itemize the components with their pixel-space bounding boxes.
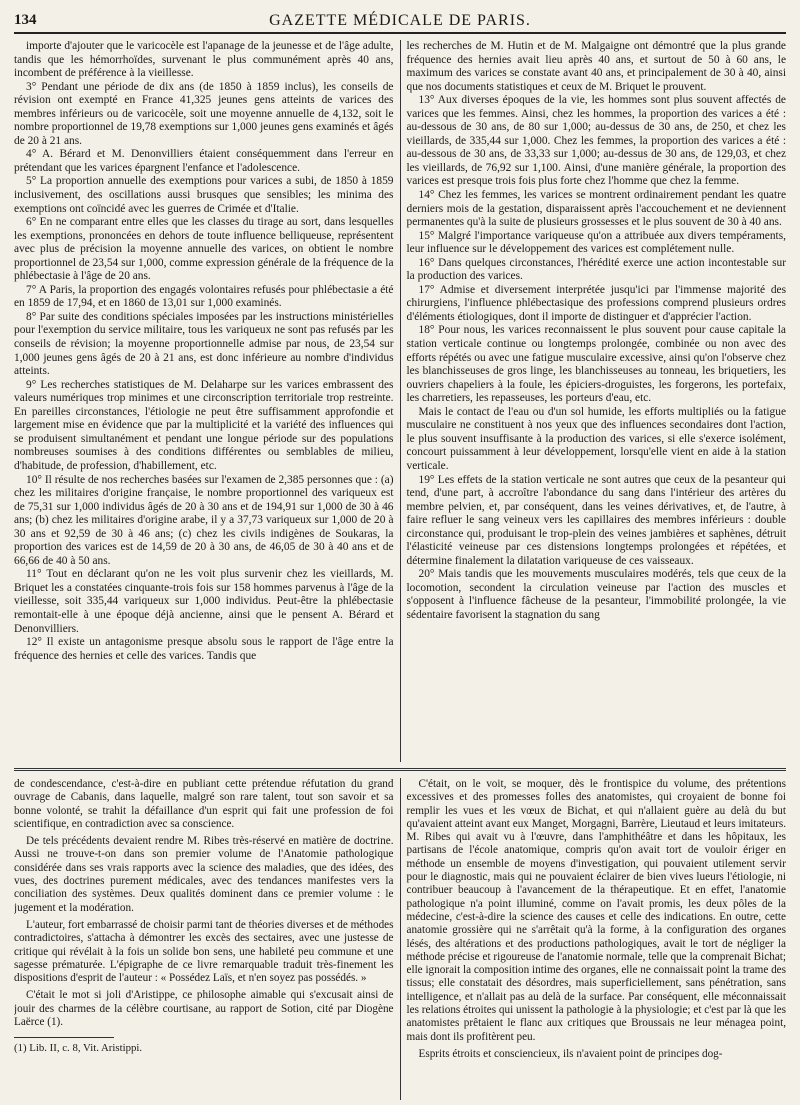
feuilleton-section <box>14 778 786 1100</box>
paragraph: C'était, on le voit, se moquer, dès le frontispice du volume, des prétentions excessives et des promesses folles des anatomistes, qui croyaient de bonne foi remplir les vues et les vœux de Bichat, et qui n'allaient guère au delà du but qu'avaient atteint avant eux Manget, Morgagni, Barrère, Lieutaud et leurs imitateurs. M. Ribes qui avait vu à l'œuvre, dans l'amphithéâtre et dans les hôpitaux, les partisans de l'école anatomique, compris qu'on avait tort de vouloir ériger en méthode un ensemble de moyens d'investigation, qui pouvaient utilement servir pour le diagnostic, mais qui ne pouvaient éclairer de bien vives lueurs l'étiologie, ni contribuer beaucoup à l'avancement de la thérapeutique. Et en effet, l'anatomie pathologique n'a point illuminé, comme on l'avait promis, les deux pôles de la médecine, c'est-à-dire la science des causes et celle des indications. En outre, cette anatomie grossière qui ne s'arrêtait qu'à la forme, à la configuration des organes lésés, des altérations et des productions pathologiques, avait le tort de négliger la méthode précise et rigoureuse de l'anatomie normale, telle que la comprenait Bichat; elle ignorait la composition intime des organes, elle ne connaissait point la trame des tissus; elle constatait des désordres, mais superficiellement, sans pénétration, sans intelligence, et n'allait pas au delà de la surface. Par conséquent, elle méconnaissait les relations étroites qui unissent la pathologie à la physiologie; et c'est par là que les anatomistes prêtaient le flanc aux critiques que Broussais ne leur ménagea point, mais dont ils profitèrent peu. <box>406 778 786 1043</box>
paragraph: de condescendance, c'est-à-dire en publiant cette prétendue réfutation du grand ouvrage de Cabanis, dans laquelle, malgré son rare talent, tout son savoir et sa bonne volonté, se trahit la défaillance d'un esprit qui fait une profession de foi scientifique, en contradiction avec sa conscience. <box>14 778 394 830</box>
paragraph: 20° Mais tandis que les mouvements musculaires modérés, tels que ceux de la locomotion, secondent la circulation veineuse par l'action des muscles et s'opposent à l'influence fâcheuse de la pesanteur, l'immobilité prolongée, la vie sédentaire favorisent la stagnation du sang <box>406 568 786 621</box>
paragraph: 9° Les recherches statistiques de M. Delaharpe sur les varices embrassent des valeurs numériques trop minimes et une circonscription territoriale trop restreinte. En pareilles circonstances, l'étiologie ne peut être suffisamment approfondie et largement mise en évidence que par la multiplicité et la variété des influences qui se produisent simultanément et pendant une longue période sur des populations nombreuses soumises à des conditions différentes ou semblables de milieu, d'habitude, de profession, d'habillement, etc. <box>14 378 394 472</box>
upper-right-column <box>400 40 787 762</box>
paragraph: 8° Par suite des conditions spéciales imposées par les instructions ministérielles pour l'exemption du service militaire, tous les variqueux ne sont pas refusés par les conseils de révision; la moyenne proportionnelle admise par nous, de 23,54 sur 1,000 jeunes gens âgés de 20 à 21 ans, est donc inférieure au nombre d'individus atteints. <box>14 310 394 378</box>
paragraph: importe d'ajouter que le varicocèle est l'apanage de la jeunesse et de l'âge adulte, tandis que les hémorrhoïdes, survenant le plus communément après 40 ans, incombent de préférence à la vieillesse. <box>14 40 394 80</box>
journal-title: GAZETTE MÉDICALE DE PARIS. <box>269 12 531 29</box>
paragraph: 17° Admise et diversement interprétée jusqu'ici par l'immense majorité des chirurgiens, l'influence phlébectasique des professions comprend plusieurs ordres d'éléments étiologiques, dont il importe de distinguer et d'apprécier l'action. <box>406 283 786 323</box>
upper-left-column <box>14 40 400 762</box>
lower-right-column <box>400 778 787 1100</box>
paragraph: 16° Dans quelques circonstances, l'hérédité exerce une action incontestable sur la production des varices. <box>406 256 786 283</box>
page-number: 134 <box>14 12 37 28</box>
paragraph: De tels précédents devaient rendre M. Ribes très-réservé en matière de doctrine. Aussi ne trouve-t-on dans son premier volume de l'Anatomie pathologique considérée dans ses vrais rapports avec la science des maladies, que des idées, des vues, des doctrines purement médicales, avec des tendances manifestes vers la conciliation des systèmes. Deux qualités dominent dans ce premier volume : le jugement et la modération. <box>14 835 394 914</box>
paragraph: 5° La proportion annuelle des exemptions pour varices a subi, de 1850 à 1859 inclusivement, des oscillations aussi brusques que sensibles; les minima des exemptions ont coïncidé avec les guerres de Crimée et d'Italie. <box>14 175 394 215</box>
paragraph: C'était le mot si joli d'Aristippe, ce philosophe aimable qui s'excusait ainsi de jouir des charmes de la célèbre courtisane, au rapport de Sotion, cité par Diogène Laërce (1). <box>14 989 394 1029</box>
footnote-rule <box>14 1037 114 1038</box>
paragraph: les recherches de M. Hutin et de M. Malgaigne ont démontré que la plus grande fréquence des hernies avait lieu après 40 ans, et surtout de 50 à 60 ans, le maximum des varices se constate avant 40 ans, et principalement de 30 à 40, ainsi que nos documents statistiques et ceux de M. Briquet le prouvent. <box>406 40 786 93</box>
running-header <box>14 10 786 34</box>
paragraph: 19° Les effets de la station verticale ne sont autres que ceux de la pesanteur qui tend, d'une part, à accroître l'abondance du sang dans l'intérieur des artères du membre pelvien, et, par conséquent, dans les veines dérivatives, et, de l'autre, à faire refluer le sang veineux vers les capillaires des membres inférieurs : double circonstance qui, produisant le trop-plein des veines jambières et saphènes, détruit l'élasticité veineuse par ces distensions longtemps prolongées et répétées, et détermine finalement la dilatation variqueuse de ces vaisseaux. <box>406 473 786 567</box>
paragraph: 11° Tout en déclarant qu'on ne les voit plus survenir chez les vieillards, M. Briquet les a constatées cinquante-trois fois sur 158 hommes parvenus à l'âge de la vieillesse, soit 335,44 variqueux sur 1,000 individus. Peut-être la phlébectasie remontait-elle à une époque déjà ancienne, ainsi que le pensent A. Bérard et Denonvilliers. <box>14 568 394 635</box>
paragraph: 14° Chez les femmes, les varices se montrent ordinairement pendant les quatre derniers mois de la gestation, disparaissent après l'accouchement et ne deviennent permanentes qu'à la suite de plusieurs grossesses et le plus souvent de 30 à 40 ans. <box>406 189 786 229</box>
lower-left-column <box>14 778 400 1100</box>
paragraph: Mais le contact de l'eau ou d'un sol humide, les efforts multipliés ou la fatigue musculaire ne constituent à nos yeux que des influences secondaires dont l'action, le plus souvent insuffisante à la production des varices, si elle s'exerce isolément, concourt puissamment à leur développement, lorsqu'elle vient en aide à la station verticale. <box>406 405 786 472</box>
paragraph: 10° Il résulte de nos recherches basées sur l'examen de 2,385 personnes que : (a) chez les militaires d'origine française, le nombre proportionnel des variqueux est de 75,31 sur 1,000 individus âgés de 20 à 30 ans et de 194,91 sur 1,000 de 30 à 46 ans; (b) chez les militaires d'origine arabe, il y a 37,73 variqueux sur 1,000 de 20 à 30 ans et 92,59 de 30 à 46 ans; (c) chez les civils indigènes de Soukaras, la proportion des varices est de 14,59 de 20 à 30 ans, de 46,05 de 30 à 40 ans et de 66,66 de 40 à 50 ans. <box>14 473 394 567</box>
paragraph: 13° Aux diverses époques de la vie, les hommes sont plus souvent affectés de varices que les femmes. Ainsi, chez les hommes, la proportion des varices a été : au-dessous de 30 ans, de 80 sur 1,000; au-dessus de 30 ans, de 250, et chez les vieillards, de 335,44 sur 1,000. Chez les femmes, la proportion des varices a été : au-dessous de 30 ans, de 33,33 sur 1,000; au-dessus de 30 ans, de 129,03, et chez les vieillards, de 76,92 sur 1,100. Ainsi, d'une manière générale, la proportion des varices est presque trois fois plus forte chez l'homme que chez la femme. <box>406 94 786 188</box>
paragraph: 15° Malgré l'importance variqueuse qu'on a attribuée aux divers tempéraments, leur influence sur le développement des varices est complétement nulle. <box>406 229 786 256</box>
footnote: (1) Lib. II, c. 8, Vit. Aristippi. <box>14 1042 143 1055</box>
paragraph: 7° A Paris, la proportion des engagés volontaires refusés pour phlébectasie a été en 1859 de 17,94, et en 1860 de 13,01 sur 1,000 examinés. <box>14 283 394 310</box>
paragraph: L'auteur, fort embarrassé de choisir parmi tant de théories diverses et de méthodes contradictoires, s'attacha à démontrer les excès des sectaires, avec une justesse de critique qui révélait à la fois un solide bon sens, une habileté peu commune et une sagesse prématurée. L'épigraphe de ce livre remarquable traduit très-finement les dispositions d'esprit de l'auteur : « Possédez Laïs, et n'en soyez pas possédés. » <box>14 918 394 985</box>
paragraph: 12° Il existe un antagonisme presque absolu sous le rapport de l'âge entre la fréquence des hernies et celle des varices. Tandis que <box>14 636 394 662</box>
paragraph: 6° En ne comparant entre elles que les classes du tirage au sort, dans lesquelles les exemptions, prononcées en dehors de toute influence belliqueuse, représentent avec plus de précision la moyenne annuelle des varices, on obtient le nombre proportionnel de 23,54 sur 1,000, comme expression générale de la fréquence de la phlébectasie à l'âge de 20 ans. <box>14 216 394 283</box>
paragraph: 3° Pendant une période de dix ans (de 1850 à 1859 inclus), les conseils de révision ont exempté en France 41,325 jeunes gens atteints de varices des membres inférieurs ou de varicocèle, soit une moyenne annuelle de 4,132, soit le nombre proportionnel de 19,78 exemptions sur 1,000 jeunes gens examinés et âgés de 20 à 21 ans. <box>14 80 394 147</box>
paragraph: 4° A. Bérard et M. Denonvilliers étaient conséquemment dans l'erreur en prétendant que les varices épargnent l'enfance et l'adolescence. <box>14 148 394 174</box>
paragraph: Esprits étroits et consciencieux, ils n'avaient point de principes dog- <box>418 1047 723 1060</box>
article-upper <box>14 40 786 762</box>
feuilleton-divider <box>14 768 786 771</box>
paragraph: 18° Pour nous, les varices reconnaissent le plus souvent pour cause capitale la station verticale continue ou longtemps prolongée, combinée ou non avec des efforts répétés ou avec une fatigue musculaire excessive, ainsi qu'on l'observe chez les blanchisseuses de gros linge, les blanchisseuses au tonneau, les briquetiers, les ouvriers chapeliers à la foule, les épiciers-droguistes, les forgerons, les portefaix, les charretiers, les repasseuses, les porteurs d'eau, etc. <box>406 324 786 405</box>
